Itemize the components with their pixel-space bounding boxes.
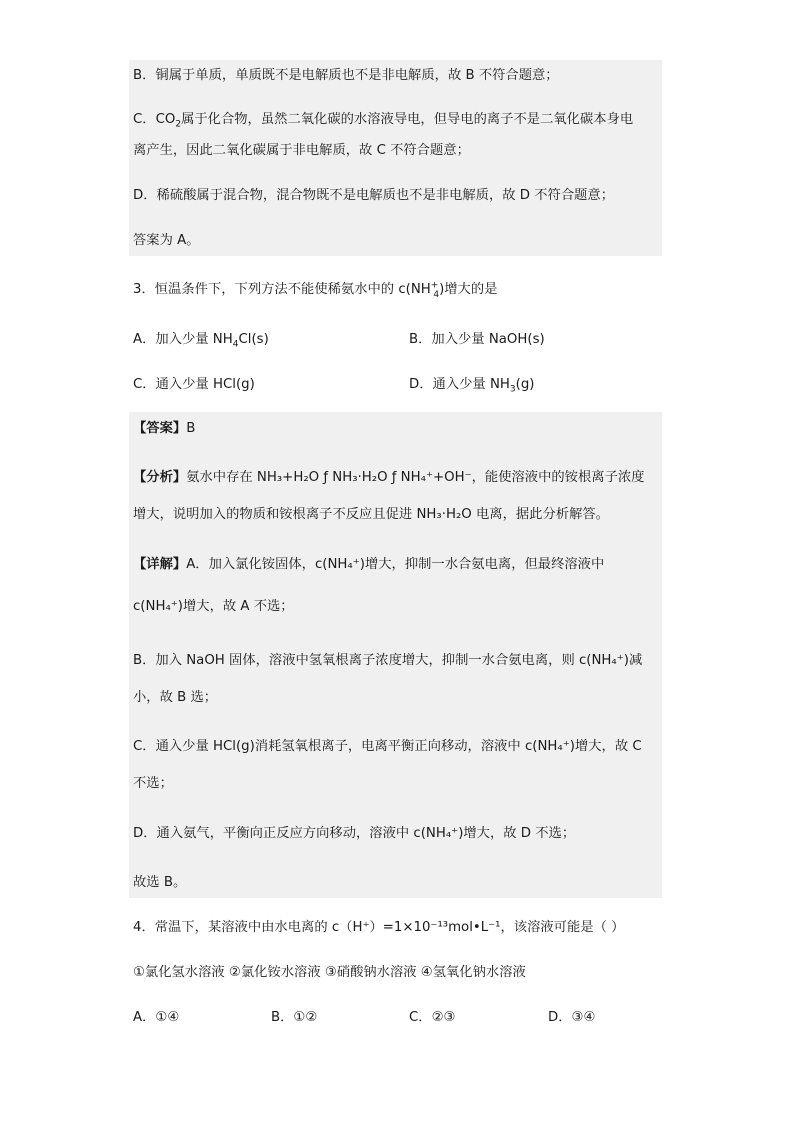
- q3-option-c: C．通入少量 HCl(g): [133, 377, 255, 392]
- q4-items: ①氯化氢水溶液 ②氯化铵水溶液 ③硝酸钠水溶液 ④氢氧化钠水溶液: [133, 965, 526, 980]
- q4-option-c: C．②③: [409, 1010, 456, 1025]
- prev-final-answer: 答案为 A。: [133, 233, 200, 248]
- q3-stem: 3．恒温条件下，下列方法不能使稀氨水中的 $c(NH^+_4)$增大的是: [133, 280, 498, 300]
- q3-option-d: D．通入少量 $NH_3(g)$: [409, 377, 535, 395]
- q3-option-b: B．加入少量 NaOH(s): [409, 332, 545, 347]
- q3-analysis-line2: 增大，说明加入的物质和铵根离子不反应且促进 NH₃·H₂O 电离，据此分析解答。: [133, 507, 609, 522]
- q3-option-a: A．加入少量 $NH_4Cl(s)$: [133, 332, 269, 350]
- q3-detail-a-line1: 【详解】A．加入氯化铵固体，c(NH₄⁺)增大，抑制一水合氨电离，但最终溶液中: [133, 557, 605, 572]
- q3-answer: 【答案】B: [133, 421, 196, 436]
- q3-conclusion: 故选 B。: [133, 875, 187, 890]
- prev-option-d-explanation: D．稀硫酸属于混合物，混合物既不是电解质也不是非电解质，故 D 不符合题意；: [133, 188, 615, 203]
- q4-stem: 4．常温下，某溶液中由水电离的 c（H⁺）=1×10⁻¹³mol•L⁻¹，该溶液可能是（ ）: [133, 920, 625, 935]
- q3-detail-a-line2: c(NH₄⁺)增大，故 A 不选；: [133, 599, 294, 614]
- prev-option-c-explanation: C．$CO_2$属于化合物，虽然二氧化碳的水溶液导电，但导电的离子不是二氧化碳本身电: [133, 112, 634, 130]
- q4-option-d: D．③④: [548, 1010, 596, 1025]
- q3-detail-d: D．通入氨气，平衡向正反应方向移动，溶液中 c(NH₄⁺)增大，故 D 不选；: [133, 826, 576, 841]
- q4-option-b: B．①②: [271, 1010, 318, 1025]
- q4-option-a: A．①④: [133, 1010, 180, 1025]
- q3-detail-b-line2: 小，故 B 选；: [133, 690, 218, 705]
- prev-option-c-explanation-cont: 离产生，因此二氧化碳属于非电解质，故 C 不符合题意；: [133, 143, 470, 158]
- q3-detail-b-line1: B．加入 NaOH 固体，溶液中氢氧根离子浓度增大，抑制一水合氨电离，则 c(NH₄⁺)减: [133, 653, 643, 668]
- q3-detail-c-line1: C．通入少量 HCl(g)消耗氢氧根离子，电离平衡正向移动，溶液中 c(NH₄⁺)增大，故 C: [133, 739, 642, 754]
- prev-option-b-explanation: B．铜属于单质，单质既不是电解质也不是非电解质，故 B 不符合题意；: [133, 68, 559, 83]
- q3-analysis-line1: 【分析】氨水中存在 NH₃+H₂O ƒ NH₃·H₂O ƒ NH₄⁺+OH⁻，能使溶液中的铵根离子浓度: [133, 470, 645, 485]
- q3-detail-c-line2: 不选；: [133, 776, 173, 791]
